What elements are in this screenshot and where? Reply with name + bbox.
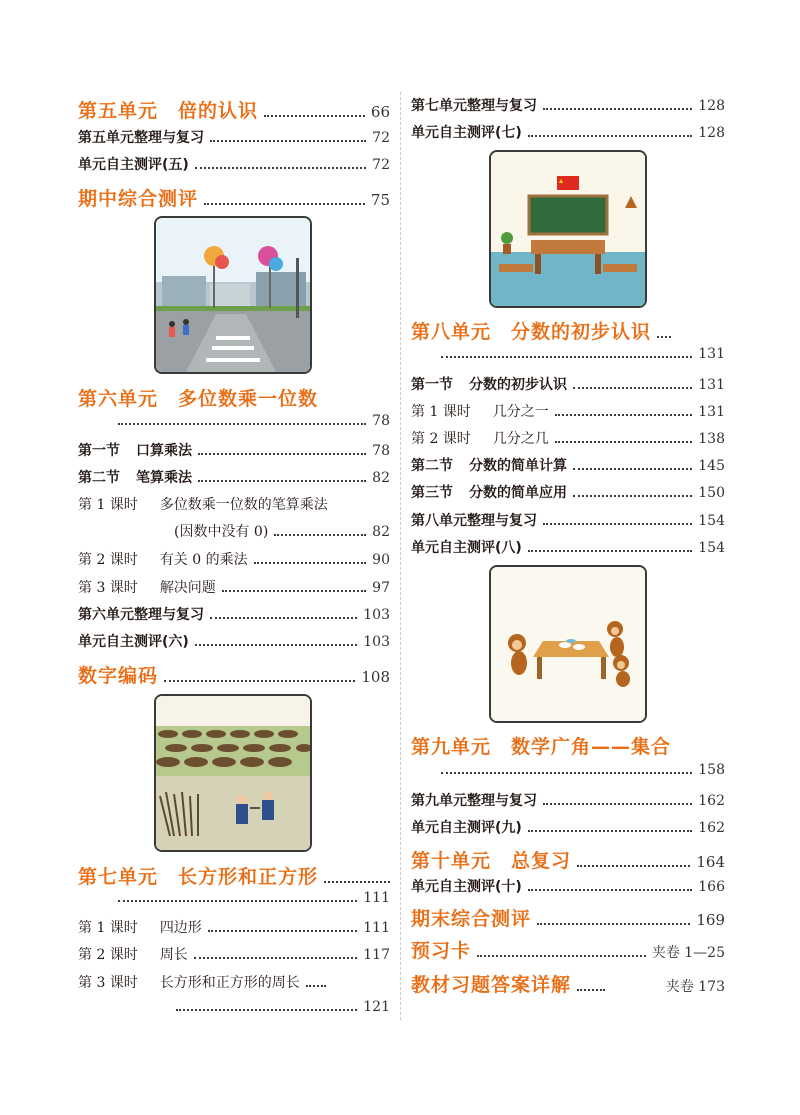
toc-r-lesson-2[interactable]: 第 2 课时 几分之几 138 bbox=[411, 431, 725, 447]
toc-unit-6[interactable]: 第六单元 多位数乘一位数 bbox=[78, 388, 319, 410]
toc-unit-5-test[interactable]: 单元自主测评(五) 72 bbox=[78, 157, 390, 173]
toc-unit-10-test[interactable]: 单元自主测评(十) 166 bbox=[411, 879, 725, 895]
toc-section-2[interactable]: 第二节 笔算乘法 82 bbox=[78, 470, 390, 486]
toc-r-section-1[interactable]: 第一节 分数的初步认识 131 bbox=[411, 377, 725, 393]
toc-unit-8-page[interactable]: 131 bbox=[411, 346, 725, 362]
toc-lesson-7-1[interactable]: 第 1 课时 四边形 111 bbox=[78, 920, 390, 936]
toc-lesson-2[interactable]: 第 2 课时 有关 0 的乘法 90 bbox=[78, 552, 390, 568]
toc-unit-6-review[interactable]: 第六单元整理与复习 103 bbox=[78, 607, 390, 623]
toc-r-lesson-1[interactable]: 第 1 课时 几分之一 131 bbox=[411, 404, 725, 420]
toc-unit-7-test[interactable]: 单元自主测评(七) 128 bbox=[411, 125, 725, 141]
toc-r-section-2[interactable]: 第二节 分数的简单计算 145 bbox=[411, 458, 725, 474]
toc-unit-9[interactable]: 第九单元 数学广角——集合 bbox=[411, 736, 672, 758]
toc-digit-coding[interactable]: 数字编码 108 bbox=[78, 665, 390, 687]
toc-unit-5[interactable]: 第五单元 倍的认识 66 bbox=[78, 100, 390, 122]
street-illustration bbox=[154, 216, 312, 374]
toc-unit-9-page[interactable]: 158 bbox=[411, 762, 725, 778]
toc-lesson-7-3-page[interactable]: 121 bbox=[78, 999, 390, 1015]
column-divider bbox=[400, 92, 401, 1020]
toc-lesson-1-sub[interactable]: (因数中没有 0) 82 bbox=[174, 524, 390, 540]
toc-unit-8-test[interactable]: 单元自主测评(八) 154 bbox=[411, 540, 725, 556]
toc-section-1[interactable]: 第一节 口算乘法 78 bbox=[78, 443, 390, 459]
toc-unit-7-review[interactable]: 第七单元整理与复习 128 bbox=[411, 98, 725, 114]
toc-lesson-1[interactable]: 第 1 课时 多位数乘一位数的笔算乘法 bbox=[78, 497, 328, 513]
farmland-illustration bbox=[154, 694, 312, 852]
toc-r-section-3[interactable]: 第三节 分数的简单应用 150 bbox=[411, 485, 725, 501]
toc-preview-cards[interactable]: 预习卡 夹卷 1—25 bbox=[411, 940, 725, 962]
toc-lesson-7-3[interactable]: 第 3 课时 长方形和正方形的周长 bbox=[78, 972, 390, 992]
toc-final-test[interactable]: 期末综合测评 169 bbox=[411, 908, 725, 930]
toc-lesson-7-2[interactable]: 第 2 课时 周长 117 bbox=[78, 947, 390, 963]
toc-unit-8[interactable]: 第八单元 分数的初步认识 bbox=[411, 317, 725, 344]
classroom-illustration bbox=[489, 150, 647, 308]
toc-unit-7[interactable]: 第七单元 长方形和正方形 bbox=[78, 862, 390, 889]
toc-unit-9-review[interactable]: 第九单元整理与复习 162 bbox=[411, 793, 725, 809]
toc-unit-8-review[interactable]: 第八单元整理与复习 154 bbox=[411, 513, 725, 529]
toc-lesson-3[interactable]: 第 3 课时 解决问题 97 bbox=[78, 580, 390, 596]
toc-unit-9-test[interactable]: 单元自主测评(九) 162 bbox=[411, 820, 725, 836]
toc-midterm[interactable]: 期中综合测评 75 bbox=[78, 188, 390, 210]
toc-unit-5-review[interactable]: 第五单元整理与复习 72 bbox=[78, 130, 390, 146]
toc-answer-key[interactable]: 教材习题答案详解 夹卷 173 bbox=[411, 974, 725, 996]
toc-unit-6-test[interactable]: 单元自主测评(六) 103 bbox=[78, 634, 390, 650]
toc-unit-7-page[interactable]: 111 bbox=[78, 890, 390, 906]
toc-unit-6-page[interactable]: 78 bbox=[78, 413, 390, 429]
toc-unit-10[interactable]: 第十单元 总复习 164 bbox=[411, 850, 725, 872]
monkeys-illustration bbox=[489, 565, 647, 723]
